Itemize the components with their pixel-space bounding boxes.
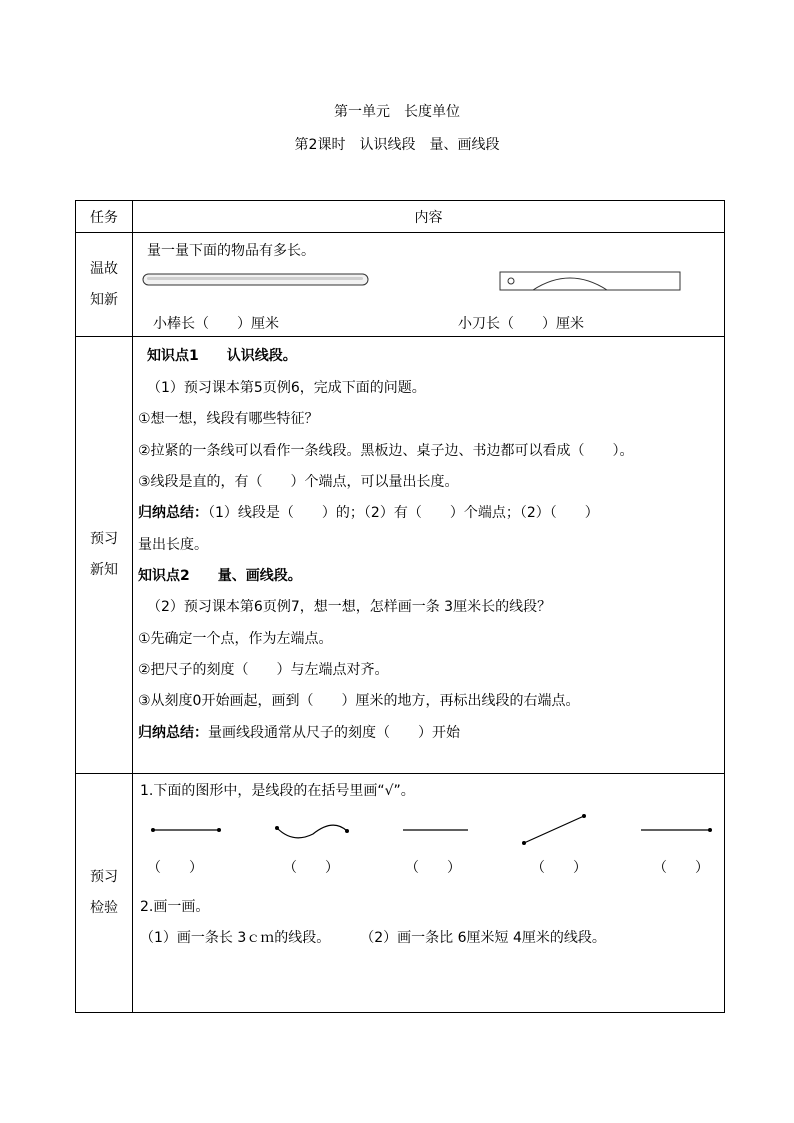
stick-length-label: 小棒长（ ）厘米 [153, 316, 279, 332]
preview-content [133, 337, 725, 774]
review-intro: 量一量下面的物品有多长。 [147, 243, 315, 259]
task-label-line: 检验 [90, 900, 118, 916]
figure-segment [151, 828, 221, 832]
lesson-table [75, 200, 725, 1013]
column-header-task: 任务 [76, 201, 133, 233]
kp2-question: （2）预习课本第6页例7，想一想，怎样画一条 3厘米长的线段？ [147, 599, 552, 615]
answer-bracket[interactable]: （ ） [653, 860, 709, 876]
kp2-item-1: ①先确定一个点，作为左端点。 [138, 631, 333, 647]
kp2-item-3: ③从刻度0开始画起，画到（ ）厘米的地方，再标出线段的右端点。 [138, 693, 580, 709]
knife-image [500, 272, 680, 290]
unit-title: 第一单元 长度单位 [334, 104, 460, 120]
question-2-part-1: （1）画一条长 3ｃｍ的线段。 [140, 930, 331, 946]
knowledge-point-2-title: 知识点2 量、画线段。 [138, 568, 302, 584]
knife-length-label: 小刀长（ ）厘米 [458, 316, 584, 332]
summary-label: 归纳总结： [138, 505, 208, 521]
question-1: 1.下面的图形中，是线段的在括号里画“√”。 [140, 783, 415, 799]
summary-1 [138, 502, 599, 522]
summary-text: （1）线段是（ ）的；（2）有（ ）个端点；（2）（ ） [208, 505, 599, 521]
summary-1-continuation: 量出长度。 [138, 537, 208, 553]
figure-curve [275, 825, 349, 838]
task-preview [76, 337, 133, 774]
task-label-line: 预习 [90, 869, 118, 885]
review-content [133, 233, 725, 337]
answer-bracket[interactable]: （ ） [405, 860, 461, 876]
figure-diagonal-segment [522, 814, 586, 845]
kp1-question: （1）预习课本第5页例6，完成下面的问题。 [147, 380, 426, 396]
task-label-line: 知新 [90, 291, 118, 308]
question-2-parts [140, 927, 606, 947]
task-check [76, 774, 133, 1013]
summary-text: 量画线段通常从尺子的刻度（ ）开始 [208, 725, 460, 741]
question-2: 2.画一画。 [140, 899, 210, 915]
segment-figures [133, 774, 725, 1014]
task-review [76, 233, 133, 337]
answer-bracket[interactable]: （ ） [531, 860, 587, 876]
kp1-item-2: ②拉紧的一条线可以看作一条线段。黑板边、桌子边、书边都可以看成（ ）。 [138, 443, 634, 459]
task-label-line: 温故 [90, 260, 118, 277]
figure-ray [641, 828, 712, 832]
summary-2 [138, 722, 460, 742]
stick-image [143, 274, 368, 285]
kp1-item-3: ③线段是直的，有（ ）个端点，可以量出长度。 [138, 474, 459, 490]
kp1-item-1: ①想一想，线段有哪些特征？ [138, 411, 319, 427]
knowledge-point-1-title: 知识点1 认识线段。 [147, 348, 297, 364]
answer-bracket[interactable]: （ ） [283, 860, 339, 876]
lesson-title: 第2课时 认识线段 量、画线段 [294, 137, 500, 153]
kp2-item-2: ②把尺子的刻度（ ）与左端点对齐。 [138, 662, 389, 678]
task-label-line: 新知 [90, 562, 118, 578]
column-header-content: 内容 [133, 201, 725, 233]
task-label-line: 预习 [90, 531, 118, 547]
check-content [133, 774, 725, 1013]
summary-label: 归纳总结： [138, 725, 208, 741]
answer-bracket[interactable]: （ ） [147, 860, 203, 876]
question-2-part-2: （2）画一条比 6厘米短 4厘米的线段。 [360, 930, 606, 946]
